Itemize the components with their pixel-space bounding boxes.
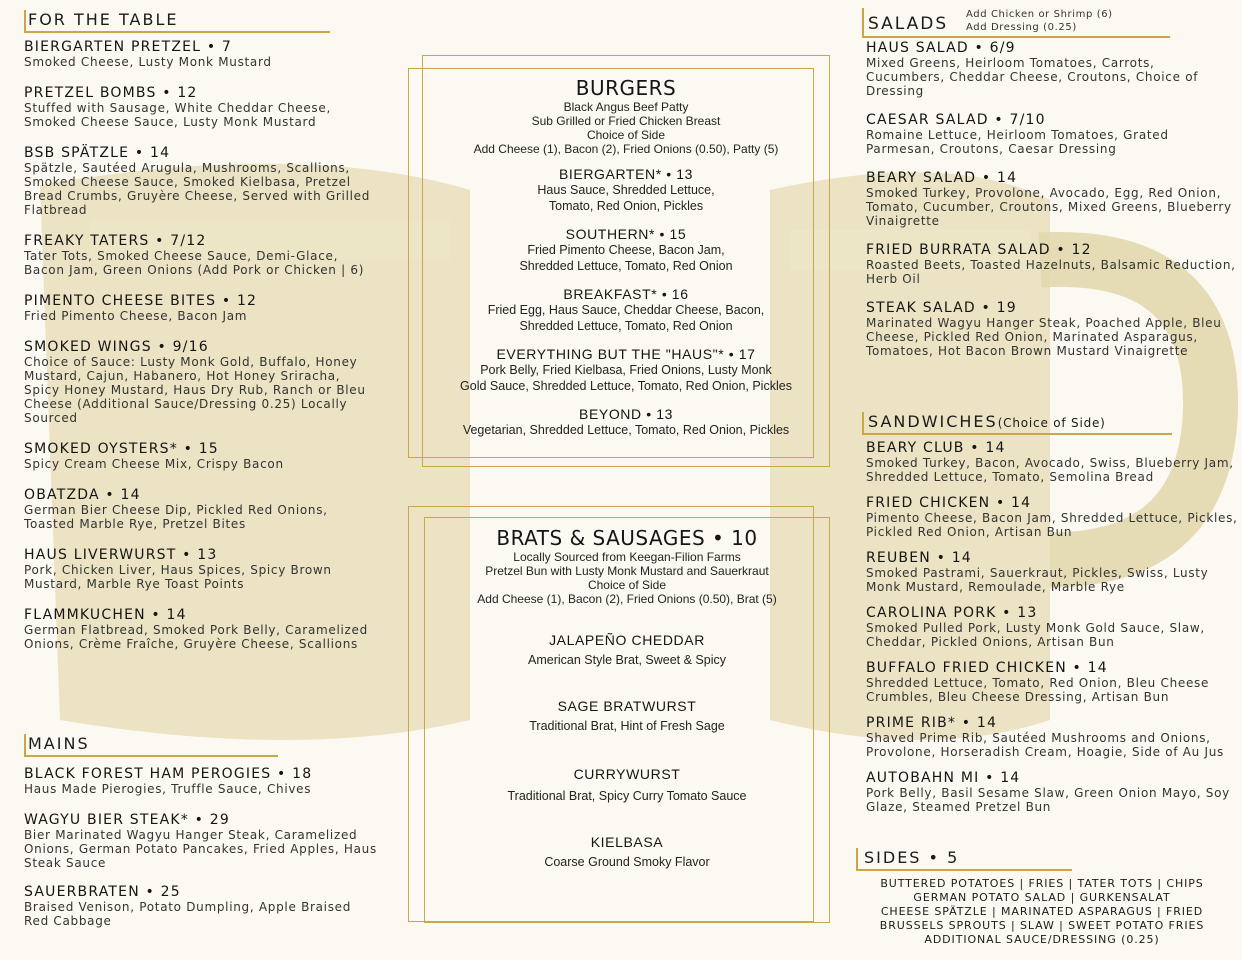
brats-subtitle-line: Locally Sourced from Keegan-Filion Farms — [513, 550, 741, 564]
menu-item — [866, 170, 1236, 228]
sides-line: CHEESE SPÄTZLE | MARINATED ASPARAGUS | FRIED — [880, 905, 1204, 918]
item-title: PRIME RIB* • 14 — [866, 715, 998, 731]
item-title: PRETZEL BOMBS • 12 — [24, 85, 198, 101]
item-description: Marinated Wagyu Hanger Steak, Poached Apple, Bleu Cheese, Pickled Red Onion, Marinated Asparagus, Tomatoes, Hot Bacon Brown Mustard Vinaigrette — [866, 316, 1222, 358]
item-title: STEAK SALAD • 19 — [866, 300, 1017, 316]
brat-name: CURRYWURST — [573, 766, 681, 782]
burger-description: Fried Pimento Cheese, Bacon Jam, — [527, 243, 725, 257]
item-title: CAROLINA PORK • 13 — [866, 605, 1038, 621]
item-title: BUFFALO FRIED CHICKEN • 14 — [866, 660, 1108, 676]
item-title: BLACK FOREST HAM PEROGIES • 18 — [24, 766, 313, 782]
burger-description: Vegetarian, Shredded Lettuce, Tomato, Red Onion, Pickles — [462, 423, 790, 437]
menu-item — [24, 145, 379, 217]
salads-add-dressing-note: Add Dressing (0.25) — [966, 22, 1077, 33]
item-description: German Bier Cheese Dip, Pickled Red Onions, Toasted Marble Rye, Pretzel Bites — [24, 503, 328, 531]
brat-item — [425, 698, 829, 734]
item-description: Choice of Sauce: Lusty Monk Gold, Buffalo, Honey Mustard, Cajun, Habanero, Hot Honey Sriracha, Spicy Honey Mustard, Haus Dry Rub, Ranch or Bleu Cheese (Additional Sauce/Dressing 0.25) Locally Sourced — [24, 355, 366, 425]
burgers-subtitle-line: Choice of Side — [586, 128, 666, 142]
burgers-box — [422, 55, 830, 467]
brat-name: SAGE BRATWURST — [557, 698, 697, 714]
menu-item — [866, 440, 1240, 484]
item-description: Smoked Turkey, Bacon, Avocado, Swiss, Blueberry Jam, Shredded Lettuce, Tomato, Semolina Bread — [866, 456, 1234, 484]
menu-item — [24, 547, 379, 591]
item-description: Smoked Turkey, Provolone, Avocado, Egg, Red Onion, Tomato, Cucumber, Croutons, Mixed Greens, Blueberry Vinaigrette — [866, 186, 1232, 228]
menu-item — [24, 233, 379, 277]
menu-item — [24, 884, 379, 928]
item-title: SAUERBRATEN • 25 — [24, 884, 181, 900]
sides-line: ADDITIONAL SAUCE/DRESSING (0.25) — [924, 933, 1160, 946]
item-title: REUBEN • 14 — [866, 550, 972, 566]
menu-item — [866, 495, 1240, 539]
item-title: FRIED BURRATA SALAD • 12 — [866, 242, 1092, 258]
item-title: BEARY CLUB • 14 — [866, 440, 1006, 456]
burgers-title: BURGERS — [575, 76, 677, 100]
menu-item — [24, 339, 379, 425]
item-description: German Flatbread, Smoked Pork Belly, Caramelized Onions, Crème Fraîche, Gruyère Cheese, Scallions — [24, 623, 368, 651]
brat-item — [425, 632, 829, 668]
item-description: Roasted Beets, Toasted Hazelnuts, Balsamic Reduction, Herb Oil — [866, 258, 1236, 286]
item-title: PIMENTO CHEESE BITES • 12 — [24, 293, 258, 309]
item-description: Mixed Greens, Heirloom Tomatoes, Carrots, Cucumbers, Cheddar Cheese, Croutons, Choice of Dressing — [866, 56, 1199, 98]
item-title: BEARY SALAD • 14 — [866, 170, 1018, 186]
burgers-subtitle-line: Black Angus Beef Patty — [563, 100, 689, 114]
menu-item — [866, 242, 1236, 286]
menu-item — [24, 39, 379, 69]
item-title: FLAMMKUCHEN • 14 — [24, 607, 187, 623]
menu-item — [866, 300, 1236, 358]
burger-description: Haus Sauce, Shredded Lettuce, — [537, 183, 715, 197]
menu-item — [866, 770, 1240, 814]
menu-item — [24, 607, 379, 651]
item-title: FRIED CHICKEN • 14 — [866, 495, 1032, 511]
brat-description: American Style Brat, Sweet & Spicy — [528, 653, 726, 667]
burger-description: Shredded Lettuce, Tomato, Red Onion — [519, 259, 733, 273]
burger-name: BREAKFAST* • 16 — [563, 286, 689, 302]
burger-name: BEYOND • 13 — [579, 406, 673, 422]
brat-item — [425, 766, 829, 804]
item-description: Fried Pimento Cheese, Bacon Jam — [24, 309, 248, 323]
menu-item — [24, 766, 379, 796]
sandwiches-heading-row — [862, 412, 1172, 435]
item-description: Pork Belly, Basil Sesame Slaw, Green Onion Mayo, Soy Glaze, Steamed Pretzel Bun — [866, 786, 1230, 814]
burger-name: BIERGARTEN* • 13 — [558, 166, 694, 182]
item-title: BSB SPÄTZLE • 14 — [24, 145, 171, 161]
brat-description: Traditional Brat, Hint of Fresh Sage — [529, 719, 725, 733]
left-column — [24, 10, 379, 651]
burger-item — [423, 166, 829, 214]
item-title: AUTOBAHN MI • 14 — [866, 770, 1021, 786]
sides-section — [856, 848, 1228, 947]
burger-item — [423, 346, 829, 394]
item-title: CAESAR SALAD • 7/10 — [866, 112, 1046, 128]
menu-item — [866, 660, 1240, 704]
burger-description: Gold Sauce, Shredded Lettuce, Tomato, Red Onion, Pickles — [460, 379, 792, 393]
burger-description: Pork Belly, Fried Kielbasa, Fried Onions, Lusty Monk — [480, 363, 772, 377]
mains-section — [24, 734, 379, 928]
sandwiches-heading: SANDWICHES — [868, 412, 998, 431]
item-title: SMOKED OYSTERS* • 15 — [24, 441, 219, 457]
sides-heading: SIDES • 5 — [856, 848, 1072, 871]
item-description: Spicy Cream Cheese Mix, Crispy Bacon — [24, 457, 284, 471]
item-title: HAUS SALAD • 6/9 — [866, 40, 1016, 56]
brat-name: KIELBASA — [590, 834, 664, 850]
item-title: FREAKY TATERS • 7/12 — [24, 233, 207, 249]
burger-description: Fried Egg, Haus Sauce, Cheddar Cheese, Bacon, — [487, 303, 765, 317]
menu-item — [24, 812, 379, 870]
item-description: Smoked Pastrami, Sauerkraut, Pickles, Swiss, Lusty Monk Mustard, Remoulade, Marble Rye — [866, 566, 1209, 594]
item-description: Shredded Lettuce, Tomato, Red Onion, Bleu Cheese Crumbles, Bleu Cheese Dressing, Artisan Bun — [866, 676, 1210, 704]
brat-description: Traditional Brat, Spicy Curry Tomato Sauce — [507, 789, 747, 803]
brats-subtitle-line: Add Cheese (1), Bacon (2), Fried Onions (0.50), Brat (5) — [477, 592, 777, 606]
item-title: OBATZDA • 14 — [24, 487, 141, 503]
burger-name: EVERYTHING BUT THE "HAUS"* • 17 — [496, 346, 756, 362]
item-title: SMOKED WINGS • 9/16 — [24, 339, 209, 355]
brat-name: JALAPEÑO CHEDDAR — [549, 632, 705, 648]
item-description: Shaved Prime Rib, Sautéed Mushrooms and Onions, Provolone, Horseradish Cream, Hoagie, Side of Au Jus — [866, 731, 1224, 759]
sides-list — [856, 877, 1228, 947]
for-the-table-list — [24, 39, 379, 651]
mains-heading: MAINS — [24, 734, 278, 757]
sandwiches-heading-note: (Choice of Side) — [997, 416, 1106, 430]
item-description: Pork, Chicken Liver, Haus Spices, Spicy Brown Mustard, Marble Rye Toast Points — [24, 563, 332, 591]
sides-line: BRUSSELS SPROUTS | SLAW | SWEET POTATO FRIES — [879, 919, 1205, 932]
menu-item — [866, 550, 1240, 594]
burgers-subtitle-line: Add Cheese (1), Bacon (2), Fried Onions (0.50), Patty (5) — [473, 142, 779, 156]
salads-add-protein-note: Add Chicken or Shrimp (6) — [966, 9, 1113, 20]
item-title: WAGYU BIER STEAK* • 29 — [24, 812, 230, 828]
brats-subtitle-line: Pretzel Bun with Lusty Monk Mustard and Sauerkraut — [485, 564, 769, 578]
for-the-table-heading: FOR THE TABLE — [24, 10, 330, 33]
item-description: Romaine Lettuce, Heirloom Tomatoes, Grated Parmesan, Croutons, Caesar Dressing — [866, 128, 1169, 156]
item-description: Spätzle, Sautéed Arugula, Mushrooms, Scallions, Smoked Cheese Sauce, Smoked Kielbasa, Pretzel Bread Crumbs, Gruyère Cheese, Served with Grilled Flatbread — [24, 161, 371, 217]
burger-description: Shredded Lettuce, Tomato, Red Onion — [519, 319, 733, 333]
brat-item — [425, 834, 829, 870]
burger-item — [423, 226, 829, 274]
burger-item — [423, 286, 829, 334]
item-description: Stuffed with Sausage, White Cheddar Cheese, Smoked Cheese Sauce, Lusty Monk Mustard — [24, 101, 331, 129]
burger-name: SOUTHERN* • 15 — [565, 226, 687, 242]
sides-line: GERMAN POTATO SALAD | GURKENSALAT — [913, 891, 1171, 904]
brats-title: BRATS & SAUSAGES • 10 — [496, 526, 758, 550]
menu-item — [24, 293, 379, 323]
burger-item — [423, 406, 829, 438]
item-title: BIERGARTEN PRETZEL • 7 — [24, 39, 233, 55]
burger-description: Tomato, Red Onion, Pickles — [548, 199, 704, 213]
menu-item — [24, 487, 379, 531]
item-description: Tater Tots, Smoked Cheese Sauce, Demi-Glace, Bacon Jam, Green Onions (Add Pork or Chicken | 6) — [24, 249, 365, 277]
menu-item — [866, 605, 1240, 649]
menu-item — [866, 112, 1236, 156]
item-title: HAUS LIVERWURST • 13 — [24, 547, 218, 563]
brat-description: Coarse Ground Smoky Flavor — [544, 855, 710, 869]
menu-item — [24, 441, 379, 471]
burgers-subtitle-line: Sub Grilled or Fried Chicken Breast — [531, 114, 721, 128]
item-description: Bier Marinated Wagyu Hanger Steak, Caramelized Onions, German Potato Pancakes, Fried Apples, Haus Steak Sauce — [24, 828, 377, 870]
item-description: Smoked Pulled Pork, Lusty Monk Gold Sauce, Slaw, Cheddar, Pickled Onions, Artisan Bun — [866, 621, 1205, 649]
sides-line: BUTTERED POTATOES | FRIES | TATER TOTS | CHIPS — [880, 877, 1204, 890]
menu-item — [866, 715, 1240, 759]
brats-box — [424, 517, 830, 923]
menu-item — [24, 85, 379, 129]
item-description: Pimento Cheese, Bacon Jam, Shredded Lettuce, Pickles, Pickled Red Onion, Artisan Bun — [866, 511, 1238, 539]
brats-subtitle-line: Choice of Side — [587, 578, 667, 592]
item-description: Braised Venison, Potato Dumpling, Apple Braised Red Cabbage — [24, 900, 352, 928]
sandwiches-section — [862, 412, 1240, 814]
item-description: Haus Made Pierogies, Truffle Sauce, Chives — [24, 782, 312, 796]
salads-heading: SALADS — [868, 14, 949, 34]
salads-section — [862, 8, 1236, 358]
salads-heading-row — [862, 8, 1170, 38]
menu-item — [866, 40, 1236, 98]
item-description: Smoked Cheese, Lusty Monk Mustard — [24, 55, 272, 69]
